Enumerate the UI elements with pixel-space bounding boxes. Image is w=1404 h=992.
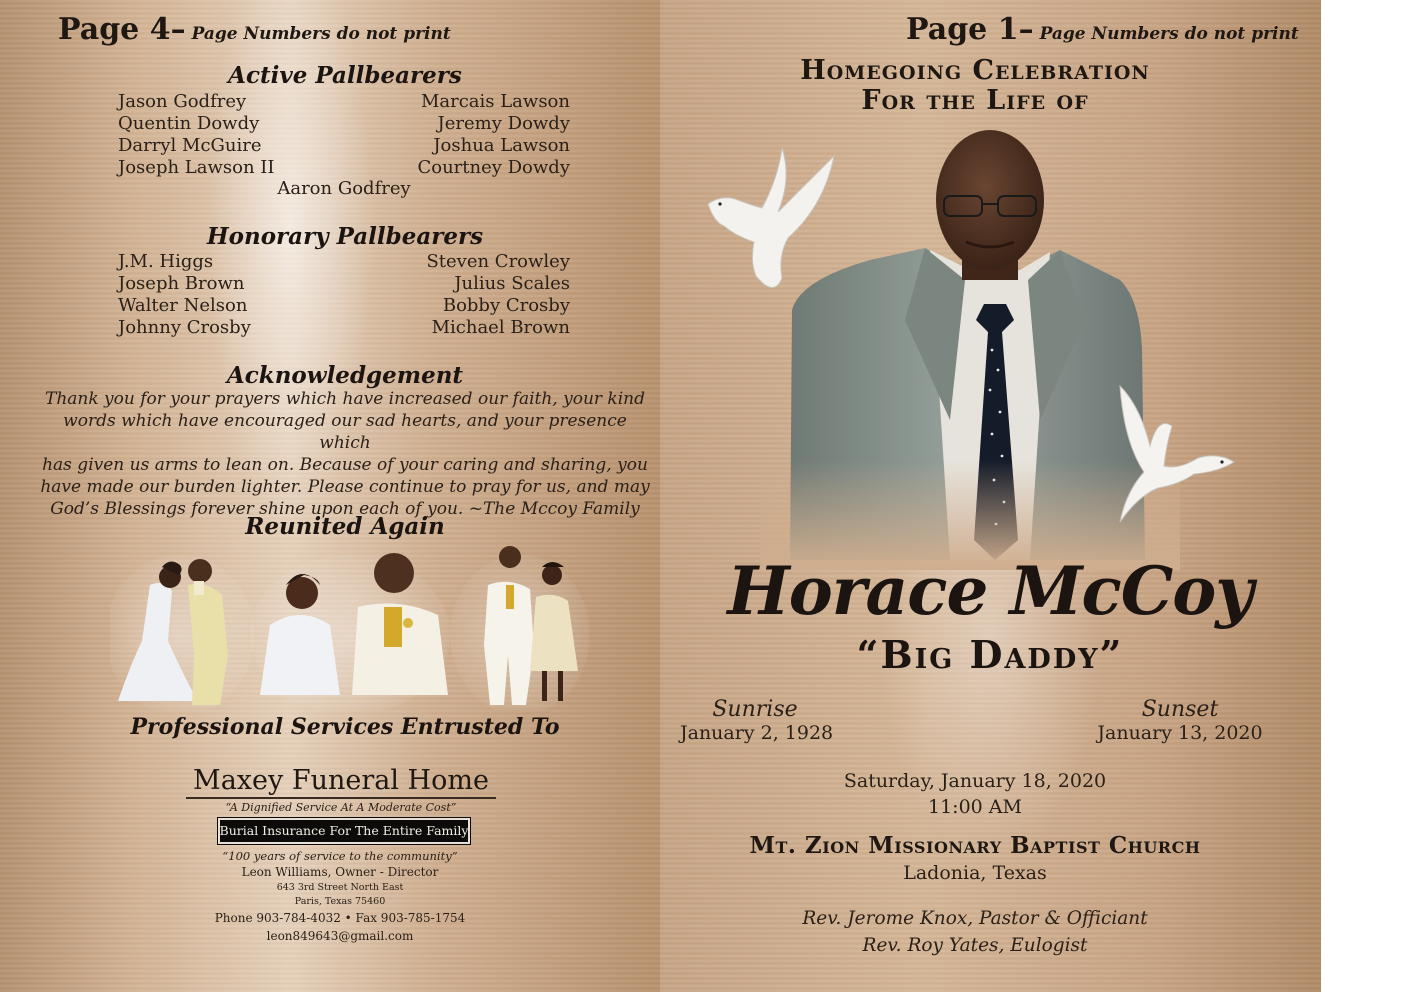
pallbearer-name: Joseph Brown [118, 273, 245, 294]
couple-photo-dancing [110, 555, 255, 710]
sunset-date: January 13, 2020 [1097, 722, 1263, 744]
acknowledgement-line: has given us arms to lean on. Because of your caring and sharing, you [42, 455, 648, 475]
sunrise-date: January 2, 1928 [680, 722, 834, 744]
celebration-heading [720, 56, 1230, 116]
services-title: Professional Services Entrusted To [130, 714, 560, 740]
deceased-name: Horace McCoy [727, 552, 1253, 630]
sunset-block [1092, 697, 1268, 744]
front-page [660, 0, 1321, 992]
officiants [720, 905, 1230, 959]
active-pallbearers-title: Active Pallbearers [228, 62, 462, 89]
acknowledgement-line: have made our burden lighter. Please continue to pray for us, and may [40, 477, 650, 497]
street-address: 643 3rd Street North East [276, 882, 404, 893]
page-4-heading [58, 12, 451, 47]
pallbearer-name-center: Aaron Godfrey [277, 178, 411, 199]
page-1-heading [906, 12, 1299, 47]
sunrise-block [680, 697, 834, 744]
phone-fax: Phone 903-784-4032 • Fax 903-785-1754 [214, 911, 466, 925]
pallbearer-name: Jeremy Dowdy [437, 113, 570, 134]
dove-icon [1100, 382, 1240, 526]
back-page [0, 0, 660, 992]
pallbearer-name: Jason Godfrey [118, 91, 247, 112]
couple-photos [110, 545, 590, 710]
acknowledgement-line: words which have encouraged our sad hearts, and your presence which [63, 411, 627, 453]
funeral-home-slogan: “A Dignified Service At A Moderate Cost” [225, 801, 457, 814]
honorary-pallbearers-left [118, 251, 251, 339]
honorary-pallbearers-title: Honorary Pallbearers [206, 223, 484, 250]
pallbearer-name: Steven Crowley [426, 251, 570, 272]
pallbearer-name: Darryl McGuire [118, 135, 262, 156]
honorary-pallbearers-right [426, 251, 570, 339]
pallbearer-name: Julius Scales [454, 273, 570, 294]
service-date: Saturday, January 18, 2020 [843, 770, 1107, 792]
email: leon849643@gmail.com [266, 929, 414, 943]
active-pallbearers-right [417, 91, 570, 179]
divider [186, 797, 496, 799]
church-name: Mt. Zion Missionary Baptist Church [749, 832, 1201, 859]
page-number: Page 4– [58, 12, 186, 47]
pallbearer-name: Courtney Dowdy [417, 157, 570, 178]
page-note: Page Numbers do not print [191, 24, 451, 44]
owner-director: Leon Williams, Owner - Director [241, 865, 439, 879]
couple-photo-standing [450, 546, 590, 710]
nickname: “Big Daddy” [856, 632, 1124, 677]
active-pallbearers-left [118, 91, 274, 179]
pallbearer-name: J.M. Higgs [118, 251, 214, 272]
funeral-home-contact [160, 848, 520, 945]
eulogist: Rev. Roy Yates, Eulogist [862, 935, 1088, 956]
service-datetime [780, 768, 1170, 820]
acknowledgement-text [40, 388, 650, 520]
acknowledgement-line: Thank you for your prayers which have increased our faith, your kind [44, 389, 646, 409]
sunrise-label: Sunrise [712, 697, 798, 722]
pallbearer-name: Joseph Lawson II [118, 157, 275, 178]
church-location: Ladonia, Texas [903, 862, 1047, 884]
service-time: 11:00 AM [928, 796, 1022, 818]
funeral-home-name: Maxey Funeral Home [193, 765, 489, 796]
city-address: Paris, Texas 75460 [294, 896, 386, 907]
pallbearer-name: Marcais Lawson [420, 91, 570, 112]
celebration-line: Homegoing Celebration [800, 55, 1150, 86]
pallbearer-name: Michael Brown [431, 317, 570, 338]
officiant: Rev. Jerome Knox, Pastor & Officiant [802, 908, 1148, 929]
couple-photo-smiling [250, 553, 450, 710]
sunset-label: Sunset [1141, 697, 1219, 722]
reunited-title: Reunited Again [245, 513, 445, 540]
acknowledgement-line: God’s Blessings forever shine upon each of you. ~The Mccoy Family [50, 499, 640, 519]
page-number: Page 1– [906, 12, 1034, 47]
pallbearer-name: Johnny Crosby [118, 317, 251, 338]
celebration-line: For the Life of [861, 85, 1089, 116]
pallbearer-name: Quentin Dowdy [118, 113, 260, 134]
dove-icon [704, 142, 838, 294]
pallbearer-name: Bobby Crosby [442, 295, 570, 316]
acknowledgement-title: Acknowledgement [226, 362, 464, 389]
pallbearer-name: Walter Nelson [118, 295, 248, 316]
service-years: “100 years of service to the community” [222, 849, 458, 863]
page-note: Page Numbers do not print [1039, 24, 1299, 44]
funeral-home-info [186, 765, 496, 814]
insurance-banner: Burial Insurance For The Entire Family [218, 818, 470, 844]
pallbearer-name: Joshua Lawson [433, 135, 570, 156]
